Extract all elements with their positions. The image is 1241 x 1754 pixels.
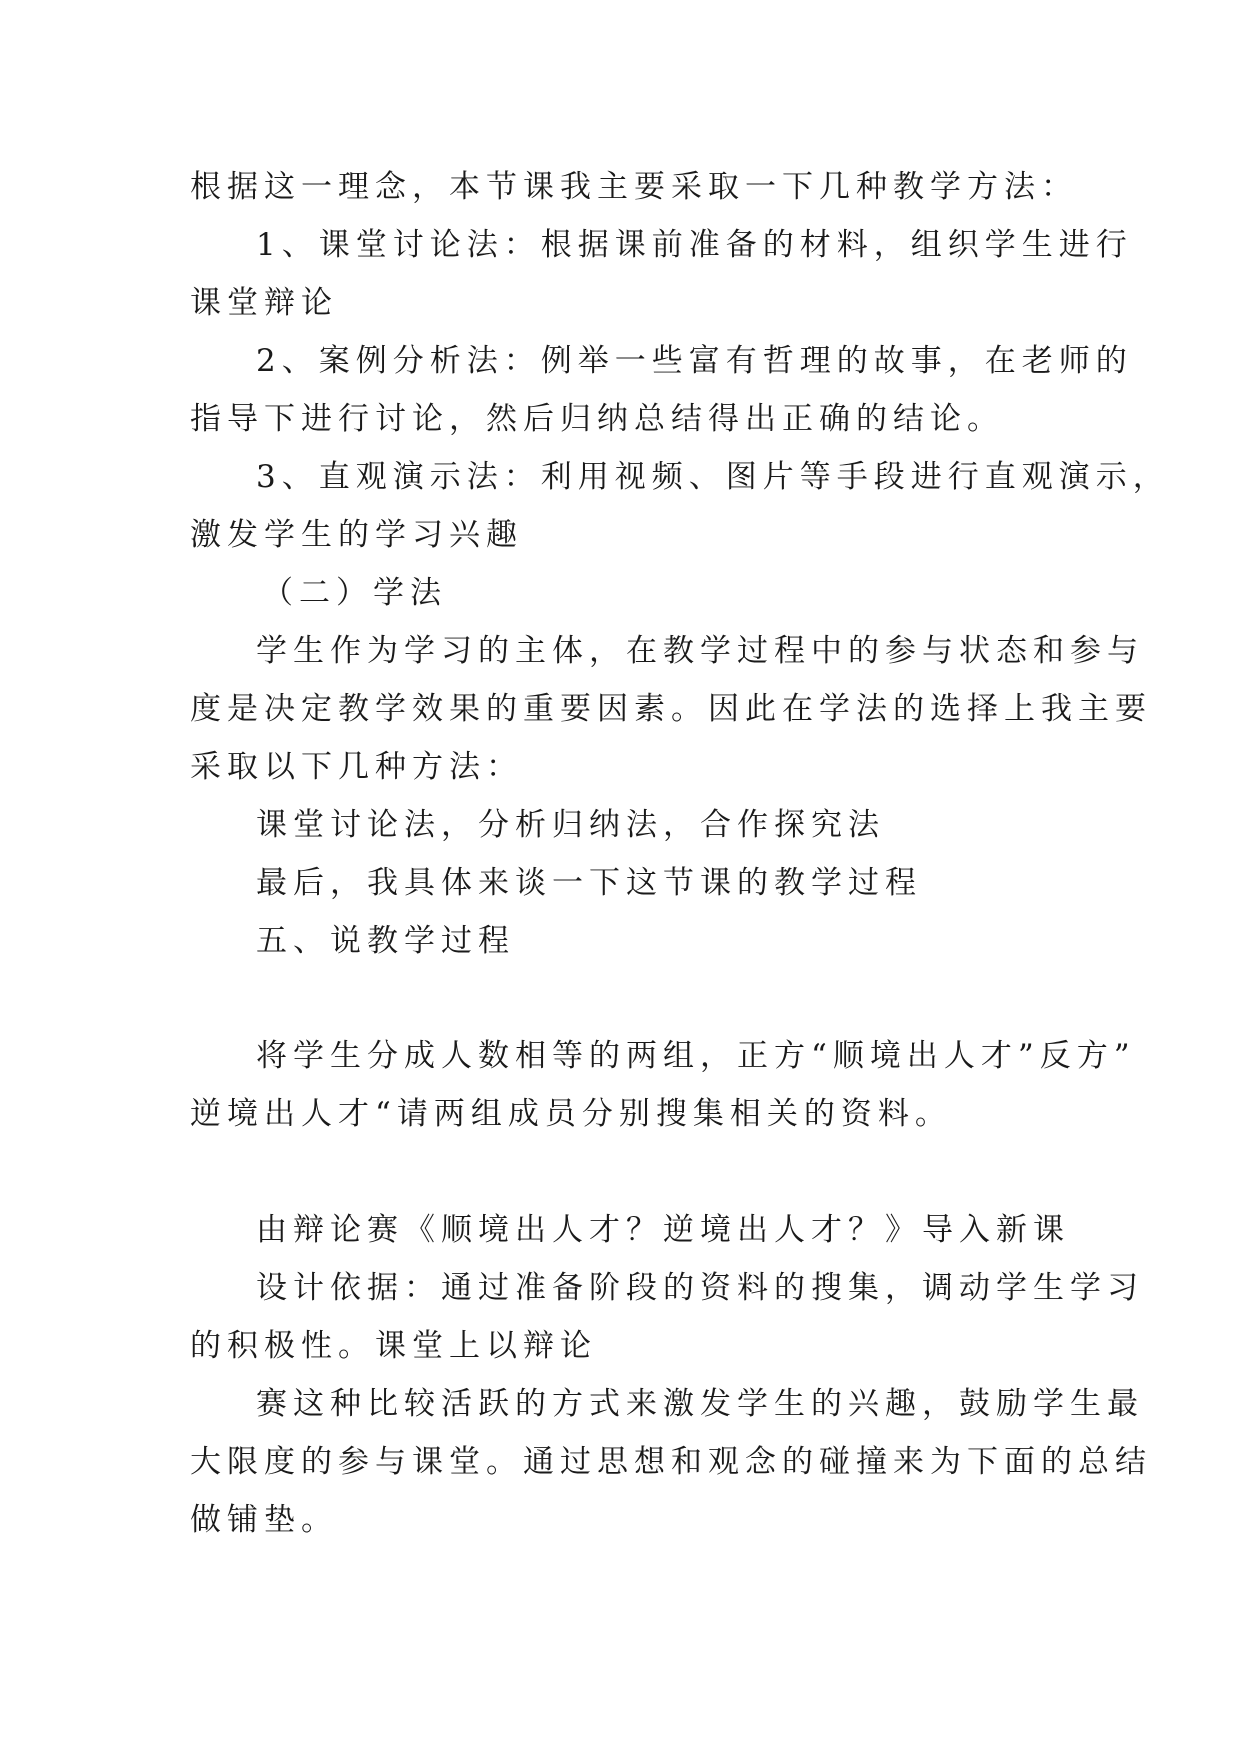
section-heading: 五、说教学过程 [256,923,515,959]
text-line: 采取以下几种方法： [190,749,523,785]
text-line: 学生作为学习的主体，在教学过程中的参与状态和参与 [256,633,1144,669]
text-line: 大限度的参与课堂。通过思想和观念的碰撞来为下面的总结 [190,1444,1152,1480]
text-line: 将学生分成人数相等的两组，正方“顺境出人才”反方” [256,1038,1136,1074]
text-line: 根据这一理念，本节课我主要采取一下几种教学方法： [190,169,1078,205]
text-line: 赛这种比较活跃的方式来激发学生的兴趣，鼓励学生最 [256,1386,1144,1422]
text-line: 指导下进行讨论，然后归纳总结得出正确的结论。 [190,401,1004,437]
text-line: 课堂讨论法，分析归纳法，合作探究法 [256,807,885,843]
text-line: 由辩论赛《顺境出人才？逆境出人才？》导入新课 [256,1212,1070,1248]
text-line: 课堂辩论 [190,285,338,321]
text-line: 设计依据：通过准备阶段的资料的搜集，调动学生学习 [256,1270,1144,1306]
text-line: 2、案例分析法：例举一些富有哲理的故事，在老师的 [256,343,1133,379]
text-line: 激发学生的学习兴趣 [190,517,523,553]
section-heading: （二）学法 [262,575,447,611]
text-line: 度是决定教学效果的重要因素。因此在学法的选择上我主要 [190,691,1152,727]
text-line: 1、课堂讨论法：根据课前准备的材料，组织学生进行 [256,227,1133,263]
text-line: 3、直观演示法：利用视频、图片等手段进行直观演示， [256,459,1170,495]
text-line: 的积极性。课堂上以辩论 [190,1328,597,1364]
text-line: 做铺垫。 [190,1502,338,1538]
text-line: 逆境出人才“请两组成员分别搜集相关的资料。 [190,1096,952,1132]
text-line: 最后，我具体来谈一下这节课的教学过程 [256,865,922,901]
